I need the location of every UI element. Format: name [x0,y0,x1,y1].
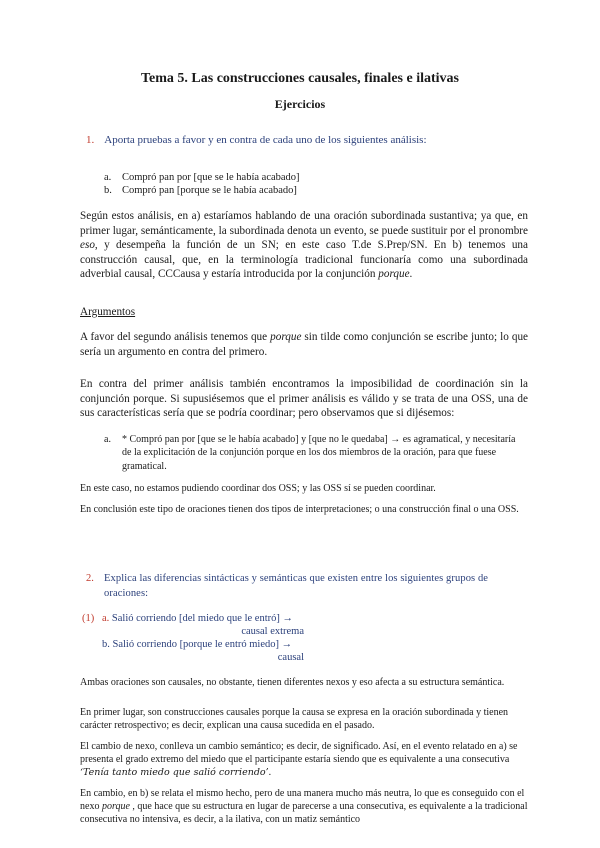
list-marker: b. [102,639,110,650]
page-subtitle: Ejercicios [274,97,326,111]
list-marker: a. [104,172,112,183]
question-2-text: Explica las diferencias sintácticas y semánticas que existen entre los siguientes grupos de oraciones: [104,573,489,599]
example-number: (1) [82,613,95,624]
text-run: Según estos análisis, en a) estaríamos hablando de una oración subordinada sustantiva; ya que, en primer lugar, semánticamente, la subordinada denota un evento, se puede sustituir por el pronombre [80,210,528,237]
italic-run: eso [80,239,95,252]
italic-run: porque [101,801,130,813]
example-a-text: Salió corriendo [del miedo que le entró] → [111,613,293,624]
italic-run: porque [270,331,302,343]
paragraph-analysis [80,209,528,282]
list-marker: a. [104,434,111,445]
question-2 [86,571,526,601]
paragraph-favor [80,330,528,359]
paragraph-conclusion: En conclusión este tipo de oraciones tienen dos tipos de interpretaciones; o una construcción final o una OSS. [80,504,519,515]
paragraph-cambio-nexo [80,740,528,780]
text-run: . [268,767,272,779]
text-run: En cambio, en b) se relata el mismo hecho, pero de una manera mucho más neutra, lo que es conseguido con el nexo [80,788,525,813]
example-item [104,433,524,473]
italic-run: porque [378,268,410,281]
text-run: . [409,268,413,281]
list-marker: b. [104,185,112,196]
question-1 [86,134,427,146]
example-item-text: * Compró pan por [que se le había acabado] y [que no le quedaba] → es agramatical, y necesitaría de la explicitación de la conjunción porque en los dos miembros de la oración, para que fuese gramatical. [122,434,516,472]
text-run: A favor del segundo análisis tenemos que [80,331,271,343]
paragraph-en-cambio [80,787,528,827]
example-b-text: Salió corriendo [porque le entró miedo] → [112,639,293,650]
example-b-label: causal [277,652,304,663]
example-b-row [82,638,312,664]
example-a-line [102,612,312,625]
list-item-text: Compró pan por [que se le había acabado] [122,172,300,183]
question-2-number: 2. [86,573,94,584]
paragraph-caso: En este caso, no estamos pudiendo coordinar dos OSS; y las OSS sí se pueden coordinar. [80,483,436,494]
section-heading-argumentos: Argumentos [80,306,136,318]
example-a-label: causal extrema [241,626,304,637]
example-a-row [82,612,312,638]
paragraph-primer-lugar: En primer lugar, son construcciones causales porque la causa se expresa en la oración subordinada y tienen carácter retrospectivo; es decir, explican una causa sucedida en el pasado. [80,707,509,732]
question-1-text: Aporta pruebas a favor y en contra de cada uno de los siguientes análisis: [104,134,427,146]
text-run: , y desempeña la función de un SN; en este caso T.de S.Prep/SN. En b) tenemos una construcción causal, que, en la terminología tradicional funcionaría como una subordinada adverbial causal, CCCausa y estaría introducida por la conjunción [80,239,528,281]
question-1-number: 1. [86,134,95,146]
list-item [104,171,300,184]
text-run: sin tilde como conjunción se escribe junto; lo que sería un argumento en contra del primero. [80,331,529,358]
example-group-1 [82,612,312,664]
list-item [104,184,300,197]
list-item-text: Compró pan [porque se le había acabado] [122,185,297,196]
example-b-line [102,638,312,651]
list-marker: a. [102,613,110,624]
paragraph-contra: En contra del primer análisis también encontramos la imposibilidad de coordinación sin la conjunción porque. Si supusiésemos que el primer análisis es válido y se trata de una OSS, una de sus características sería que se podría coordinar; pero observamos que si dijésemos: [80,378,528,420]
question-1-examples [104,171,300,197]
italic-quote: ‘Tenía tanto miedo que salió corriendo’ [80,767,269,779]
text-run: , que hace que su estructura en lugar de parecerse a una consecutiva, es equivalente a la tradicional consecutiva no intensiva, es decir, a la ilativa, con un matiz semántico [80,801,528,826]
text-run: El cambio de nexo, conlleva un cambio semántico; es decir, de significado. Así, en el evento relatado en a) se presenta el grado extremo del miedo que el participante estaría siendo que es equivalente a una consecutiva [80,741,518,766]
paragraph-ambas: Ambas oraciones son causales, no obstante, tienen diferentes nexos y eso afecta a su estructura semántica. [80,677,505,688]
page-title: Tema 5. Las construcciones causales, finales e ilativas [141,71,459,86]
